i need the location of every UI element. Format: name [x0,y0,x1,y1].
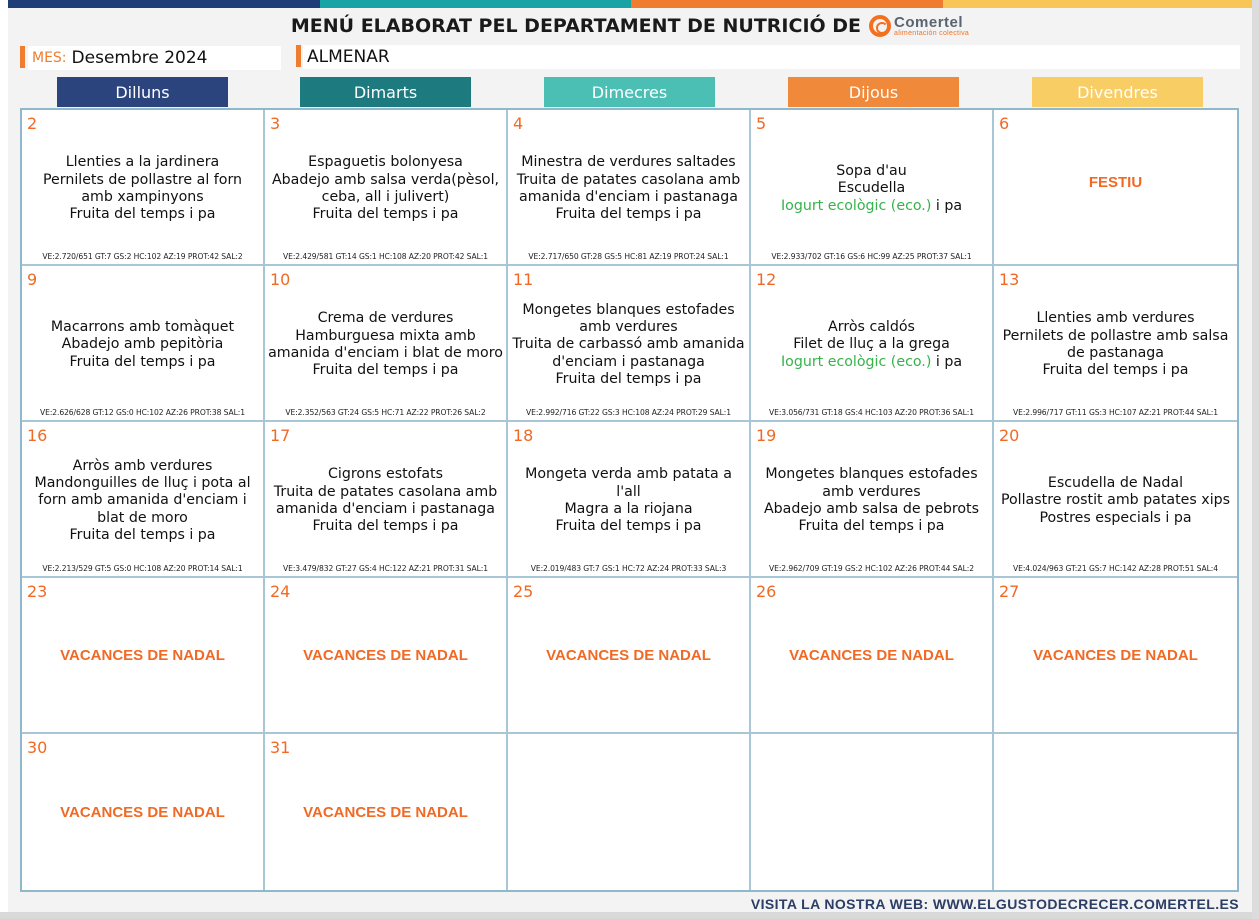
menu-dish: Pernilets de pollastre al forn amb xampinyons [42,171,243,205]
menu-dish: Fruita del temps i pa [555,518,702,535]
weekday-header-divendres: Divendres [1032,77,1203,107]
day-cell-31 [265,734,508,890]
nutrition-info: VE:3.479/832 GT:27 GS:4 HC:122 AZ:21 PROT:31 SAL:1 [283,564,488,573]
vacation-label: VACANCES DE NADAL [789,646,954,664]
day-cell-2 [22,110,265,266]
day-cell-5 [751,110,994,266]
weekday-header-dimecres: Dimecres [544,77,715,107]
vacation-label: VACANCES DE NADAL [303,803,468,821]
menu-items [997,288,1234,402]
comertel-logo-icon [869,15,891,37]
month-marker [20,46,25,68]
menu-dish: Minestra de verdures saltades [521,154,736,171]
dessert-suffix: i pa [931,197,963,214]
menu-dish: Pollastre rostit amb patates xips [1000,492,1231,509]
vacation-label: VACANCES DE NADAL [1033,646,1198,664]
nutrition-info: VE:2.996/717 GT:11 GS:3 HC:107 AZ:21 PROT:44 SAL:1 [1013,408,1218,417]
logo-name: Comertel [894,14,964,31]
empty-day-cell [508,734,751,890]
school-field [303,45,1240,69]
menu-dish: Hamburguesa mixta amb amanida d'enciam i blat de moro [268,327,503,361]
color-stripe-navy [8,0,320,8]
day-number: 26 [756,582,777,601]
menu-items [268,132,503,246]
menu-dish: Truita de carbassó amb amanida d'enciam i pastanaga [512,336,745,370]
empty-day-cell [751,734,994,890]
day-number: 5 [756,114,767,133]
menu-dish: Pernilets de pollastre amb salsa de pastanaga [1002,327,1229,361]
day-number: 27 [999,582,1020,601]
day-cell-27 [994,578,1237,734]
day-cell-6 [994,110,1237,266]
month-field [28,46,281,70]
day-number: 3 [270,114,281,133]
day-cell-3 [265,110,508,266]
menu-dish: Mongetes blanques estofades amb verdures [522,301,735,336]
menu-dish: Fruita del temps i pa [555,206,702,223]
vacation-label: VACANCES DE NADAL [60,646,225,664]
color-stripe-yellow [943,0,1252,8]
menu-items [754,444,989,558]
dessert-suffix: i pa [931,353,963,370]
menu-dish: Fruita del temps i pa [1042,362,1189,379]
vacation-label: VACANCES DE NADAL [303,646,468,664]
menu-dish: Truita de patates casolana amb amanida d'enciam i pastanaga [516,171,741,205]
menu-dish: Postres especials i pa [1039,509,1192,526]
day-cell-20 [994,422,1237,578]
menu-dish: Escudella [837,180,906,197]
menu-items [997,444,1234,558]
menu-dish: Mongeta verda amb patata a l'all [525,466,732,500]
nutrition-info: VE:2.213/529 GT:5 GS:0 HC:108 AZ:20 PROT:14 SAL:1 [42,564,243,573]
menu-dish: Fruita del temps i pa [69,526,216,543]
menu-dish: Truita de patates casolana amb amanida d'enciam i pastanaga [273,483,498,517]
holiday-label: FESTIU [1088,173,1143,191]
menu-dish: Fruita del temps i pa [69,353,216,370]
title-row [8,10,1252,42]
nutrition-info: VE:2.933/702 GT:16 GS:6 HC:99 AZ:25 PROT:37 SAL:1 [771,252,972,261]
day-number: 9 [27,270,38,289]
day-number: 2 [27,114,38,133]
nutrition-info: VE:4.024/963 GT:21 GS:7 HC:142 AZ:28 PROT:51 SAL:4 [1013,564,1218,573]
day-number: 12 [756,270,777,289]
menu-dish: Macarrons amb tomàquet [50,319,235,336]
weekday-header-dimarts: Dimarts [300,77,471,107]
vacation-label: VACANCES DE NADAL [546,646,711,664]
menu-items [25,444,260,558]
menu-dish: Crema de verdures [317,310,454,327]
color-stripe-orange [631,0,943,8]
nutrition-info: VE:3.056/731 GT:18 GS:4 HC:103 AZ:20 PROT:36 SAL:1 [769,408,974,417]
menu-items [268,288,503,402]
day-cell-24 [265,578,508,734]
organic-yogurt: Iogurt ecològic (eco.) [780,353,932,370]
nutrition-info: VE:2.962/709 GT:19 GS:2 HC:102 AZ:26 PROT:44 SAL:2 [769,564,974,573]
day-cell-11 [508,266,751,422]
menu-dish: Fruita del temps i pa [798,518,945,535]
day-cell-12 [751,266,994,422]
nutrition-info: VE:2.720/651 GT:7 GS:2 HC:102 AZ:19 PROT:42 SAL:2 [42,252,243,261]
menu-dessert [781,198,962,215]
menu-dish: Fruita del temps i pa [312,518,459,535]
day-number: 11 [513,270,534,289]
menu-dish: Mongetes blanques estofades amb verdures [765,466,978,500]
menu-dish: Fruita del temps i pa [312,206,459,223]
month-value: Desembre 2024 [71,48,208,68]
menu-items [511,444,746,558]
color-stripe-teal [320,0,631,8]
menu-dish: Llenties amb verdures [1036,310,1195,327]
menu-dish: Abadejo amb salsa de pebrots [763,501,980,517]
day-cell-30 [22,734,265,890]
nutrition-info: VE:2.429/581 GT:14 GS:1 HC:108 AZ:20 PROT:42 SAL:1 [283,252,488,261]
menu-dish: Arròs caldós [828,319,915,336]
day-cell-10 [265,266,508,422]
menu-dish: Fruita del temps i pa [312,362,459,379]
day-cell-17 [265,422,508,578]
menu-dish: Llenties a la jardinera [65,154,220,171]
empty-day-cell [994,734,1237,890]
menu-items [25,132,260,246]
day-number: 10 [270,270,291,289]
day-number: 18 [513,426,534,445]
day-number: 6 [999,114,1010,133]
menu-dish: Abadejo amb pepitòria [61,336,224,353]
day-number: 4 [513,114,524,133]
day-number: 30 [27,738,48,757]
menu-dish: Fruita del temps i pa [555,370,702,387]
menu-items [511,288,746,402]
comertel-logo [869,15,969,37]
menu-items [25,288,260,402]
school-name: ALMENAR [307,47,390,67]
page-edge-bottom [0,912,1259,919]
month-label: MES: [32,50,67,66]
school-marker [296,45,301,67]
day-cell-4 [508,110,751,266]
vacation-label: VACANCES DE NADAL [60,803,225,821]
day-cell-25 [508,578,751,734]
day-number: 23 [27,582,48,601]
weekday-header-dilluns: Dilluns [57,77,228,107]
day-number: 17 [270,426,291,445]
nutrition-info: VE:2.992/716 GT:22 GS:3 HC:108 AZ:24 PROT:29 SAL:1 [526,408,731,417]
day-cell-23 [22,578,265,734]
day-number: 16 [27,426,48,445]
weekday-header-dijous: Dijous [788,77,959,107]
day-number: 25 [513,582,534,601]
day-cell-18 [508,422,751,578]
day-number: 20 [999,426,1020,445]
organic-yogurt: Iogurt ecològic (eco.) [780,197,932,214]
menu-dish: Sopa d'au [836,163,907,180]
menu-dish: Filet de lluç a la grega [793,336,950,353]
day-cell-16 [22,422,265,578]
menu-items [268,444,503,558]
menu-dish: Espaguetis bolonyesa [308,154,463,171]
day-cell-13 [994,266,1237,422]
menu-dish: Abadejo amb salsa verda(pèsol, ceba, all i julivert) [271,171,500,205]
page-title: MENÚ ELABORAT PEL DEPARTAMENT DE NUTRICIÓ DE [290,15,862,37]
menu-dish: Cigrons estofats [328,466,443,483]
menu-dessert [781,354,962,371]
logo-tagline: alimentación colectiva [894,30,970,37]
day-number: 31 [270,738,291,757]
day-cell-19 [751,422,994,578]
menu-dish: Fruita del temps i pa [69,206,216,223]
day-cell-9 [22,266,265,422]
menu-items [754,132,989,246]
nutrition-info: VE:2.626/628 GT:12 GS:0 HC:102 AZ:26 PROT:38 SAL:1 [40,408,245,417]
menu-items [511,132,746,246]
menu-items [754,288,989,402]
page-edge-right [1252,0,1259,919]
day-number: 19 [756,426,777,445]
day-number: 24 [270,582,291,601]
nutrition-info: VE:2.019/483 GT:7 GS:1 HC:72 AZ:24 PROT:33 SAL:3 [530,564,727,573]
website-link[interactable]: VISITA LA NOSTRA WEB: WWW.ELGUSTODECRECER.COMERTEL.ES [750,896,1239,912]
nutrition-info: VE:2.352/563 GT:24 GS:5 HC:71 AZ:22 PROT:26 SAL:2 [285,408,486,417]
menu-dish: Magra a la riojana [564,501,693,517]
menu-dish: Arròs amb verdures [72,457,213,474]
day-cell-26 [751,578,994,734]
menu-dish: Mandonguilles de lluç i pota al forn amb amanida d'enciam i blat de moro [34,475,251,526]
menu-calendar-grid [20,108,1239,892]
nutrition-info: VE:2.717/650 GT:28 GS:5 HC:81 AZ:19 PROT:24 SAL:1 [528,252,729,261]
menu-dish: Escudella de Nadal [1047,475,1184,492]
day-number: 13 [999,270,1020,289]
